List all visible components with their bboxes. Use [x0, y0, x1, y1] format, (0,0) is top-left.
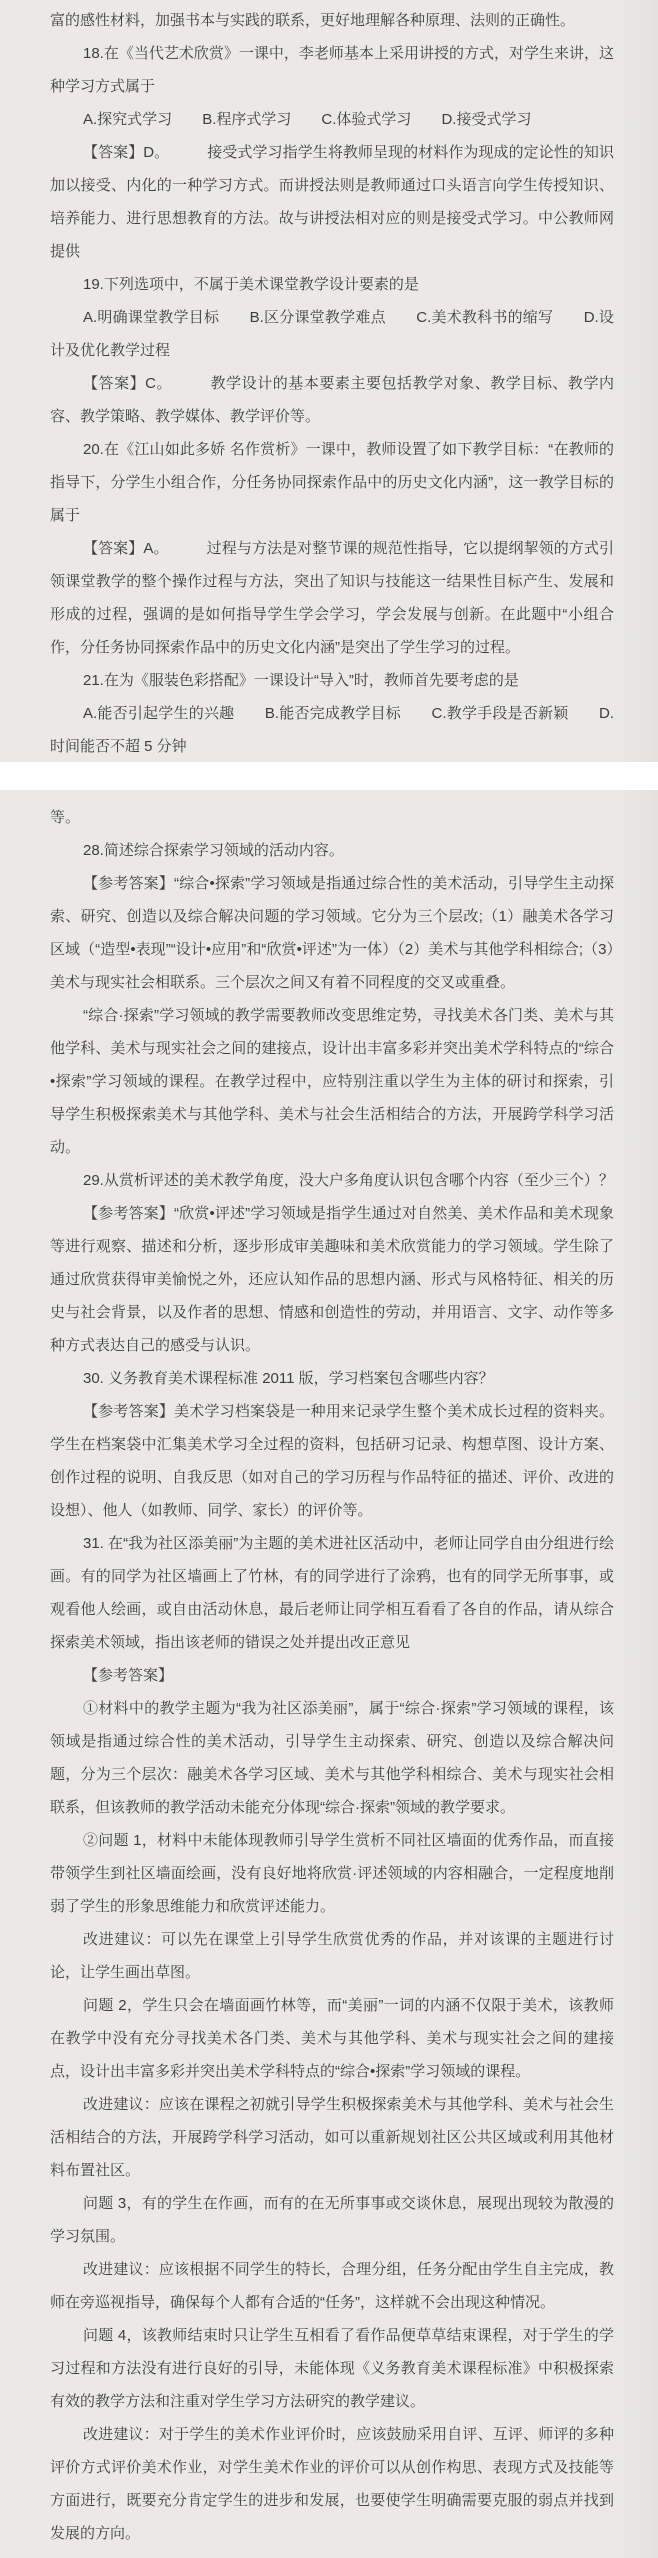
- answer-text: 过程与方法是对整节课的规范性指导，它以提纲挈领的方式引领课堂教学的整个操作过程与方法，突出了知识与技能这一结果性目标产生、发展和形成的过程，强调的是如何指导学生学会学习，学会发展与创新。在此题中“小组合作，分任务协同探索作品中的历史文化内涵”是突出了学生学习的过程。: [50, 540, 614, 656]
- answer-text: 教学设计的基本要素主要包括教学对象、教学目标、教学内容、教学策略、教学媒体、教学评价等。: [50, 375, 614, 425]
- options-row: [50, 301, 614, 367]
- answer-text: 美术学习档案袋是一种用来记录学生整个美术成长过程的资料夹。学生在档案袋中汇集美术学习全过程的资料，包括研习记录、构想草图、设计方案、创作过程的说明、自我反思（如对自己的学习历程与作品特征的描述、评价、改进的设想）、他人（如教师、同学、家长）的评价等。: [50, 1403, 614, 1519]
- option-item: B.程序式学习: [202, 111, 292, 128]
- document-page-2: [0, 790, 658, 2558]
- answer-label: 【答案】C。: [83, 375, 173, 392]
- body-paragraph: 问题 4，该教师结束时只让学生互相看了看作品便草草结束课程，对于学生的学习过程和方法没有进行良好的引导，未能体现《义务教育美术课程标准》中积极探索有效的教学方法和注重对学生学习方法研究的教学建议。: [50, 2327, 614, 2410]
- answer-label: 【参考答案】: [83, 875, 174, 892]
- question-paragraph: 21.在为《服装色彩搭配》一课设计“导入”时，教师首先要考虑的是: [83, 672, 519, 689]
- answer-label: 【参考答案】: [83, 1403, 175, 1420]
- option-item: D.接受式学习: [441, 111, 532, 128]
- answer-text: “综合•探索”学习领域是指通过综合性的美术活动，引导学生主动探索、研究、创造以及综合解决问题的学习领域。它分为三个层改;（1）融美术各学习区域（“造型•表现”“设计•应用”和“欣赏•评述”为一体）（2）美术与其他学科相综合;（3）美术与现实社会相联系。三个层次之间又有着不同程度的交叉或重叠。: [50, 875, 614, 991]
- question-paragraph: 29.从赏析评述的美术教学角度，没大户多角度认识包含哪个内容（至少三个）？: [83, 1172, 614, 1189]
- answer-label: 【答案】D。: [83, 144, 170, 161]
- body-paragraph: 改进建议：应该在课程之初就引导学生积极探索美术与其他学科、美术与社会生活相结合的方法，开展跨学科学习活动，如可以重新规划社区公共区域或利用其他材料布置社区。: [50, 2096, 614, 2179]
- document-page-1: [0, 0, 658, 762]
- option-item: D.时间能否不超 5 分钟: [50, 705, 614, 755]
- answer-paragraph: [50, 1197, 614, 1362]
- option-item: C.美术教科书的缩写: [416, 309, 554, 326]
- answer-label: 【参考答案】: [83, 1205, 174, 1222]
- option-item: A.探究式学习: [83, 111, 173, 128]
- question-paragraph: 18.在《当代艺术欣赏》一课中，李老师基本上采用讲授的方式，对学生来讲，这种学习方式属于: [50, 45, 614, 95]
- answer-paragraph: [50, 867, 614, 999]
- body-paragraph: 问题 2，学生只会在墙面画竹林等，而“美丽”一词的内涵不仅限于美术，该教师在教学中没有充分寻找美术各门类、美术与其他学科、美术与现实社会之间的建接点，设计出丰富多彩并突出美术学科特点的“综合•探索”学习领域的课程。: [50, 1997, 614, 2080]
- question-paragraph: 30. 义务教育美术课程标准 2011 版，学习档案包含哪些内容？: [83, 1370, 494, 1387]
- option-item: C.体验式学习: [321, 111, 412, 128]
- answer-label: 【答案】A。: [83, 540, 169, 557]
- body-paragraph: 改进建议：可以先在课堂上引导学生欣赏优秀的作品，并对该课的主题进行讨论，让学生画出草图。: [50, 1931, 614, 1981]
- option-item: C.教学手段是否新颖: [431, 705, 569, 722]
- option-item: D.设计及优化教学过程: [50, 309, 614, 359]
- option-item: A.明确课堂教学目标: [83, 309, 220, 326]
- body-paragraph: 改进建议：对于学生的美术作业评价时，应该鼓励采用自评、互评、师评的多种评价方式评价美术作业，对学生美术作业的评价可以从创作构思、表现方式及技能等方面进行，既要充分肯定学生的进步和发展，也要使学生明确需要克服的弱点并找到发展的方向。: [50, 2426, 614, 2542]
- body-paragraph: 改进建议：应该根据不同学生的特长，合理分组，任务分配由学生自主完成，教师在旁巡视指导，确保每个人都有合适的“任务”，这样就不会出现这种情况。: [50, 2261, 614, 2311]
- answer-paragraph: [50, 367, 614, 433]
- body-paragraph: 【参考答案】: [83, 1667, 174, 1684]
- continuation-paragraph: 富的感性材料，加强书本与实践的联系，更好地理解各种原理、法则的正确性。: [50, 12, 576, 29]
- page-break-gap: [0, 762, 658, 790]
- option-item: B.区分课堂教学难点: [249, 309, 386, 326]
- answer-paragraph: [50, 136, 614, 268]
- options-row: [50, 697, 614, 762]
- answer-text: 接受式学习指学生将教师呈现的材料作为现成的定论性的知识加以接受、内化的一种学习方式。而讲授法则是教师通过口头语言向学生传授知识、培养能力、进行思想教育的方法。故与讲授法相对应的则是接受式学习。中公教师网提供: [50, 144, 614, 260]
- answer-text: “欣赏•评述”学习领域是指学生通过对自然美、美术作品和美术现象等进行观察、描述和分析，逐步形成审美趣味和美术欣赏能力的学习领域。学生除了通过欣赏获得审美愉悦之外，还应认知作品的思想内涵、形式与风格特征、相关的历史与社会背景，以及作者的思想、情感和创造性的劳动，并用语言、文字、动作等多种方式表达自己的感受与认识。: [50, 1205, 614, 1354]
- body-paragraph: “综合·探索”学习领域的教学需要教师改变思维定势，寻找美术各门类、美术与其他学科、美术与现实社会之间的建接点，设计出丰富多彩并突出美术学科特点的“综合•探索”学习领域的课程。在教学过程中，应特别注重以学生为主体的研讨和探索，引导学生积极探索美术与其他学科、美术与社会生活相结合的方法，开展跨学科学习活动。: [50, 1007, 614, 1156]
- question-paragraph: 20.在《江山如此多娇 名作赏析》一课中，教师设置了如下教学目标：“在教师的指导下，分学生小组合作，分任务协同探索作品中的历史文化内涵”，这一教学目标的属于: [50, 441, 614, 524]
- body-paragraph: ②问题 1，材料中未能体现教师引导学生赏析不同社区墙面的优秀作品，而直接带领学生到社区墙面绘画，没有良好地将欣赏·评述领域的内容相融合，一定程度地削弱了学生的形象思维能力和欣赏评述能力。: [50, 1832, 614, 1915]
- continuation-paragraph: 等。: [50, 809, 81, 826]
- question-paragraph: 31. 在“我为社区添美丽”为主题的美术进社区活动中，老师让同学自由分组进行绘画。有的同学为社区墙画上了竹林，有的同学进行了涂鸦，也有的同学无所事事，或观看他人绘画，或自由活动休息，最后老师让同学相互看看了各自的作品，请从综合探索美术领域，指出该老师的错误之处并提出改正意见: [50, 1535, 614, 1651]
- body-paragraph: 问题 3，有的学生在作画，而有的在无所事事或交谈休息，展现出现较为散漫的学习氛围。: [50, 2195, 614, 2245]
- answer-paragraph: [50, 532, 614, 664]
- answer-paragraph: [50, 1395, 614, 1527]
- question-paragraph: 19.下列选项中，不属于美术课堂教学设计要素的是: [83, 276, 419, 293]
- option-item: A.能否引起学生的兴趣: [83, 705, 235, 722]
- option-item: B.能否完成教学目标: [264, 705, 402, 722]
- body-paragraph: ①材料中的教学主题为“我为社区添美丽”，属于“综合·探索”学习领域的课程，该领域是指通过综合性的美术活动，引导学生主动探索、研究、创造以及综合解决问题，分为三个层次：融美术各学习区域、美术与其他学科相综合、美术与现实社会相联系，但该教师的教学活动未能充分体现“综合·探索”领域的教学要求。: [50, 1700, 614, 1816]
- question-paragraph: 28.简述综合探索学习领域的活动内容。: [83, 842, 344, 859]
- options-row: [50, 103, 614, 136]
